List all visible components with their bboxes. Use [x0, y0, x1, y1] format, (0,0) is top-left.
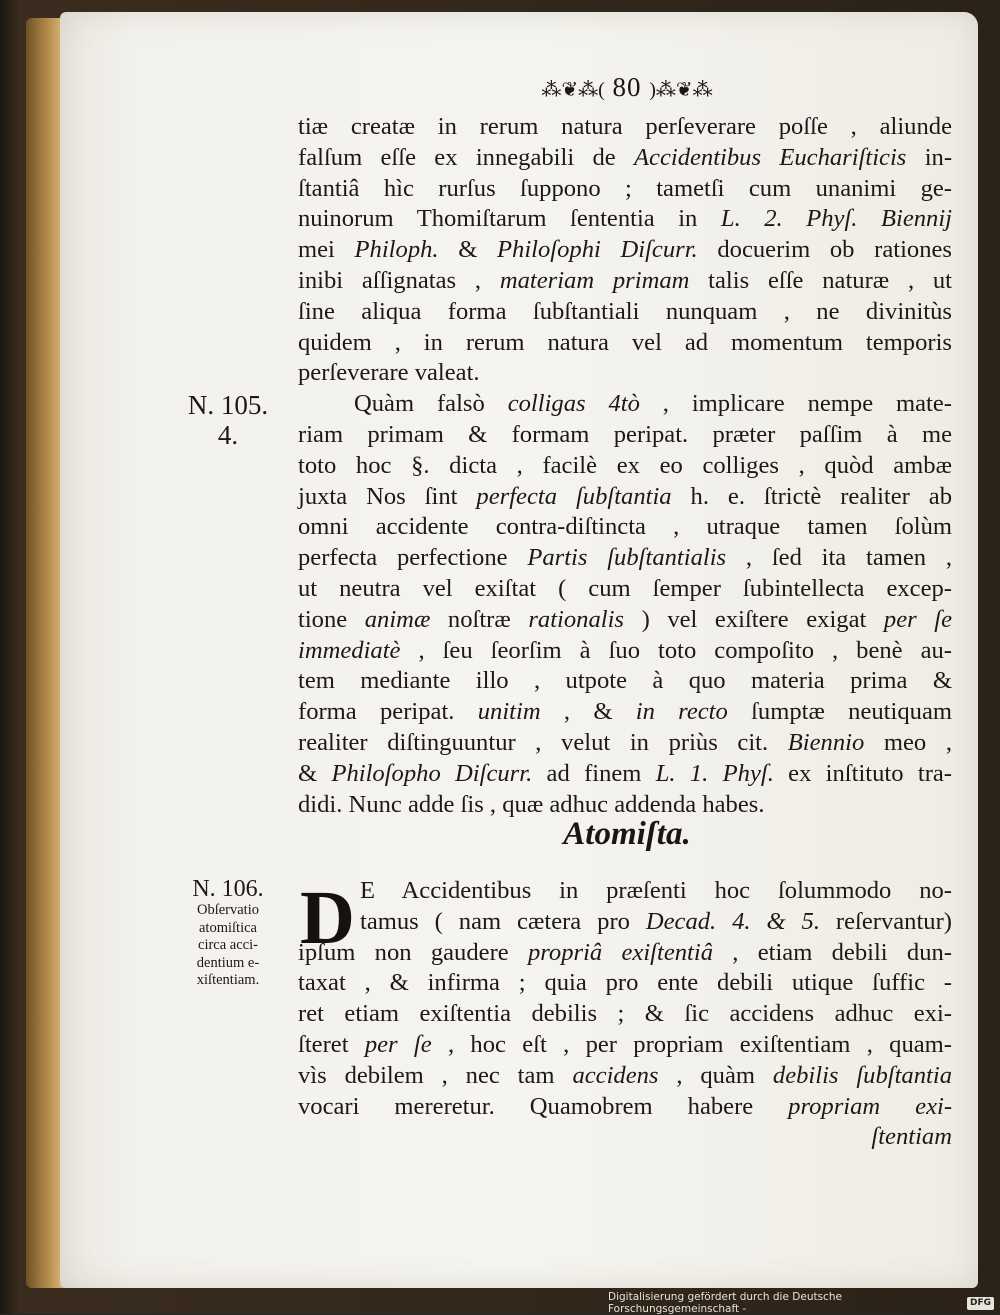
text-line: & Philoſopho Diſcurr. ad finem L. 1. Phyſ. ex inſtituto tra-: [298, 759, 952, 787]
text-line: ret etiam exiſtentia debilis ; & ſic accidens adhuc exi-: [298, 1000, 952, 1028]
margin-note-line: atomiſtica: [199, 919, 257, 936]
digitization-footer: [608, 1291, 994, 1315]
text-line: ſine aliqua forma ſubſtantiali nunquam , ne divinitùs: [298, 297, 952, 325]
margin-note-number: N. 106.: [192, 876, 264, 902]
text-line: perſeverare valeat.: [298, 359, 480, 387]
catchword: ſtentiam: [871, 1123, 952, 1151]
text-line: ut neutra vel exiſtat ( cum ſemper ſubintellecta excep-: [298, 574, 952, 602]
text-line: realiter diſtinguuntur , velut in priùs cit. Biennio meo ,: [298, 728, 952, 756]
margin-note-sub: 4.: [217, 420, 239, 450]
text-line: toto hoc §. dicta , facilè ex eo colliges , quòd ambæ: [298, 451, 952, 479]
text-line: tem mediante illo , utpote à quo materia prima &: [298, 667, 952, 695]
text-block-2: [298, 876, 952, 1153]
margin-note-line: Obſervatio: [196, 902, 259, 918]
text-line: inibi aſſignatas , materiam primam talis eſſe naturæ , ut: [298, 266, 952, 294]
ornament-left: ⁂❦⁂(: [541, 79, 605, 101]
text-line: tione animæ noſtræ rationalis ) vel exiſtere exigat per ſe: [298, 605, 952, 633]
page-number: 80: [612, 72, 642, 102]
text-line: immediatè , ſeu ſeorſim à ſuo toto compoſito , benè au-: [298, 636, 952, 664]
section-title: Atomiſta.: [563, 816, 691, 852]
text-line: ipſum non gaudere propriâ exiſtentiâ , etiam debili dun-: [298, 938, 952, 966]
text-line: quidem , in rerum natura vel ad momentum temporis: [298, 328, 952, 356]
text-line: Quàm falsò colligas 4tò , implicare nempe mate-: [354, 390, 952, 418]
text-line: forma peripat. unitim , & in recto ſumptæ neutiquam: [298, 698, 952, 726]
margin-note-105: [176, 390, 280, 450]
text-line: E Accidentibus in præſenti hoc ſolummodo no-: [360, 877, 952, 904]
text-line: falſum eſſe ex innegabili de Accidentibus Euchariſticis in-: [298, 143, 953, 171]
text-line: didi. Nunc adde ſis , quæ adhuc addenda habes.: [298, 790, 765, 818]
margin-note-106: [172, 876, 284, 990]
text-line: perfecta perfectione Partis ſubſtantialis , ſed ita tamen ,: [298, 544, 952, 572]
margin-note-line: dentium e-: [196, 954, 260, 971]
margin-note-line: xiſtentiam.: [196, 972, 260, 989]
text-block-1: [298, 112, 952, 820]
text-line: tamus ( nam cætera pro Decad. 4. & 5. reſervantur): [360, 907, 952, 935]
text-line: vocari mereretur. Quamobrem habere propriam exi-: [298, 1092, 953, 1120]
text-line: ſteret per ſe , hoc eſt , per propriam exiſtentiam , quam-: [298, 1030, 952, 1058]
footer-text: Digitalisierung gefördert durch die Deutsche Forschungsgemeinschaft -: [608, 1291, 842, 1315]
margin-note-number: N. 105.: [187, 390, 269, 420]
text-line: omni accidente contra-diſtincta , utraque tamen ſolùm: [298, 513, 952, 541]
text-line: riam primam & formam peripat. præter paſſim à me: [298, 420, 952, 448]
text-line: ſtantiâ hìc rurſus ſuppono ; tametſi cum unanimi ge-: [298, 174, 952, 202]
dfg-logo: DFG: [967, 1297, 994, 1310]
text-line: juxta Nos ſint perfecta ſubſtantia h. e. ſtrictè realiter ab: [298, 482, 952, 510]
margin-note-line: circa acci-: [198, 937, 258, 954]
text-line: vìs debilem , nec tam accidens , quàm debilis ſubſtantia: [298, 1061, 952, 1089]
ornament-right: )⁂❦⁂: [649, 79, 713, 101]
text-line: mei Philoph. & Philoſophi Diſcurr. docuerim ob rationes: [298, 236, 952, 264]
drop-cap: D: [300, 876, 355, 960]
page-header: [532, 72, 722, 103]
text-line: tiæ creatæ in rerum natura perſeverare poſſe , aliunde: [298, 113, 952, 140]
text-line: nuinorum Thomiſtarum ſententia in L. 2. Phyſ. Biennij: [298, 205, 952, 233]
text-line: taxat , & infirma ; quia pro ente debili utique ſuffic -: [298, 969, 952, 997]
